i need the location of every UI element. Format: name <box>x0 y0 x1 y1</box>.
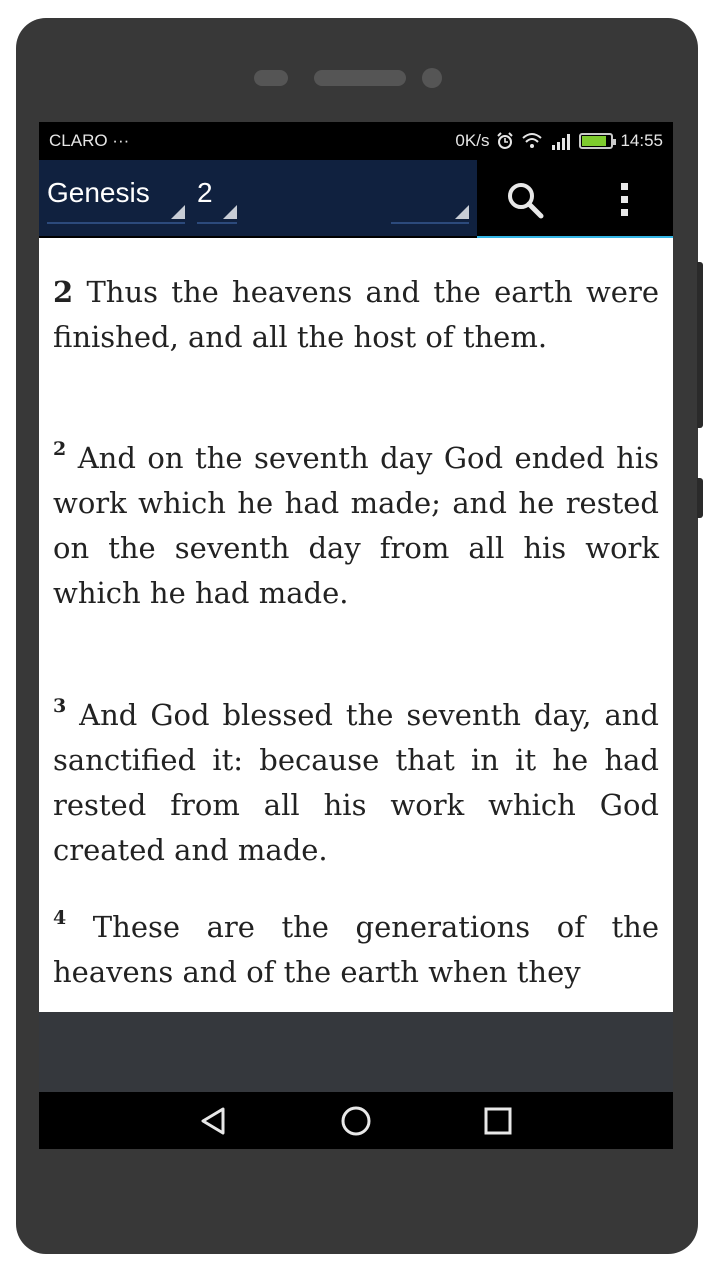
verse <box>53 436 659 616</box>
verse <box>53 693 659 873</box>
verse-text: Thus the heavens and the earth were finished, and all the host of them. <box>53 275 659 354</box>
navigation-spinners <box>39 160 477 236</box>
overflow-menu-icon[interactable] <box>603 178 647 222</box>
verse-number: 2 <box>53 275 74 309</box>
phone-screen <box>39 122 673 1149</box>
verse-text: And on the seventh day God ended his work which he had made; and he rested on the seventh day from all his work which he had made. <box>53 441 659 610</box>
back-icon[interactable] <box>197 1104 231 1138</box>
carrier-label: CLARO ··· <box>49 131 130 150</box>
wifi-icon <box>521 132 543 150</box>
alarm-icon <box>496 132 514 150</box>
verse <box>53 905 659 995</box>
chapter-spinner[interactable] <box>197 172 237 224</box>
dropdown-triangle-icon <box>223 205 237 219</box>
app-toolbar <box>39 160 673 238</box>
system-nav-bar <box>39 1092 673 1149</box>
volume-button <box>697 262 703 428</box>
proximity-sensor <box>254 70 288 86</box>
verse-number: 4 <box>53 907 67 930</box>
battery-icon <box>579 133 613 149</box>
dropdown-triangle-icon <box>455 205 469 219</box>
recents-icon[interactable] <box>481 1104 515 1138</box>
status-bar <box>39 122 673 160</box>
network-speed: 0K/s <box>455 131 490 150</box>
chapter-content[interactable] <box>39 238 673 1012</box>
verse-number: 3 <box>53 695 67 718</box>
search-icon[interactable] <box>503 178 547 222</box>
book-spinner[interactable] <box>47 172 185 224</box>
earpiece-speaker <box>314 70 406 86</box>
clock: 14:55 <box>620 131 663 150</box>
book-name: Genesis <box>47 177 150 208</box>
power-button <box>697 478 703 518</box>
verse-spinner[interactable] <box>391 172 469 224</box>
verse-text: These are the generations of the heavens and of the earth when they <box>53 910 659 989</box>
front-camera <box>422 68 442 88</box>
verse-text: And God blessed the seventh day, and sanctified it: because that in it he had rested from all his work which God created and made. <box>53 698 659 867</box>
bottom-panel <box>39 1012 673 1092</box>
signal-icon <box>550 132 572 150</box>
verse-number: 2 <box>53 438 67 461</box>
battery-level <box>582 136 606 146</box>
home-icon[interactable] <box>339 1104 373 1138</box>
dropdown-triangle-icon <box>171 205 185 219</box>
chapter-number: 2 <box>197 177 213 208</box>
verse <box>53 270 659 360</box>
